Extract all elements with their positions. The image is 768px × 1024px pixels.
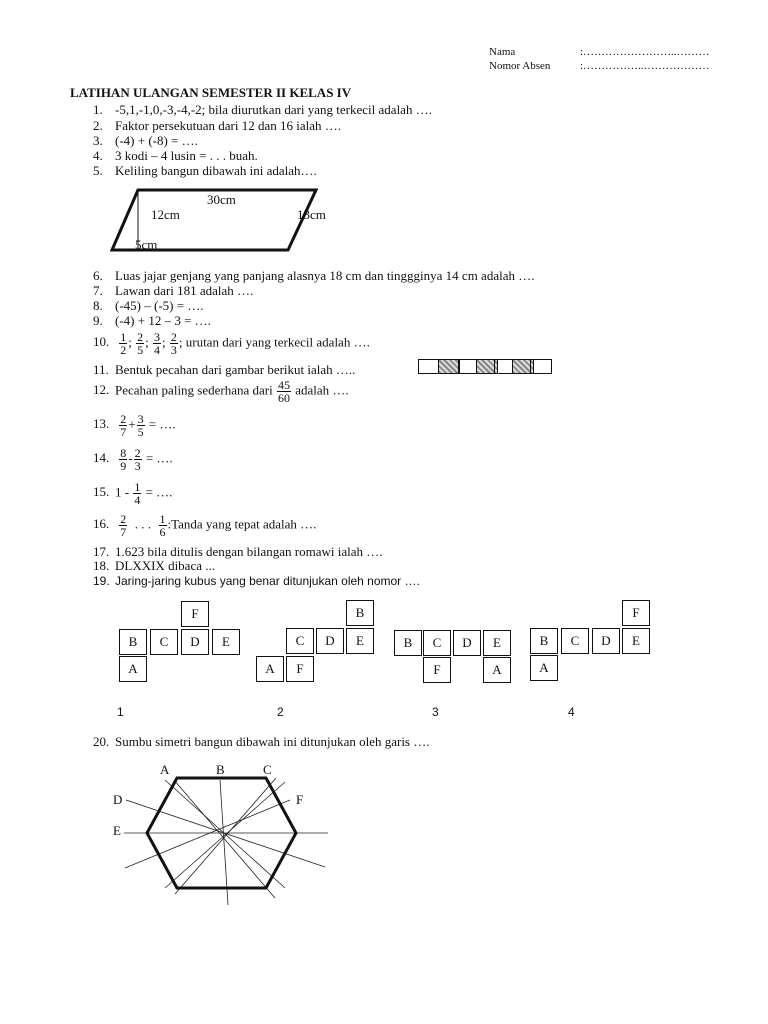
question-5: 5. Keliling bangun dibawah ini adalah…. (93, 163, 317, 178)
net-option-1[interactable]: 1 (117, 705, 124, 719)
net3-cell-b: B (394, 630, 422, 656)
net4-cell-c: C (561, 628, 589, 654)
net1-cell-e: E (212, 629, 240, 655)
net-option-3[interactable]: 3 (432, 705, 439, 719)
net2-cell-b: B (346, 600, 374, 626)
question-18: 18. DLXXIX dibaca ... (93, 558, 215, 573)
net1-cell-c: C (150, 629, 178, 655)
net4-cell-f: F (622, 600, 650, 626)
fraction: $\frac{2}{3}$ (170, 330, 177, 357)
question-10: 10. $\frac{1}{2}$ ; $\frac{2}{5}$ ; $\frac{3}{4}$ ; $\frac{2}{3}$ ; urutan dari yang terkecil adalah …. (93, 330, 370, 357)
question-13: 13. $\frac{2}{7}$ + $\frac{3}{5}$ = …. (93, 412, 176, 439)
question-11: 11. Bentuk pecahan dari gambar berikut ialah ….. (93, 362, 356, 377)
nama-field[interactable]: :……………………..……… (580, 46, 710, 58)
net2-cell-f: F (286, 656, 314, 682)
fraction: $\frac{1}{2}$ (120, 330, 127, 357)
fraction: $\frac{1}{4}$ (134, 480, 141, 507)
net4-cell-d: D (592, 628, 620, 654)
nama-label: Nama (489, 46, 516, 58)
net2-cell-c: C (286, 628, 314, 654)
fraction: $\frac{3}{4}$ (154, 330, 160, 357)
question-7: 7. Lawan dari 181 adalah …. (93, 283, 254, 298)
hexagon-label-c: C (263, 762, 272, 777)
net3-cell-f: F (423, 657, 451, 683)
fraction: $\frac{3}{5}$ (137, 412, 144, 439)
page-title: LATIHAN ULANGAN SEMESTER II KELAS IV (70, 85, 352, 100)
fraction: $\frac{2}{5}$ (137, 330, 144, 357)
parallelogram-top-label: 30cm (207, 192, 236, 207)
hexagon-label-d: D (113, 792, 123, 807)
question-4: 4. 3 kodi – 4 lusin = . . . buah. (93, 148, 258, 163)
net2-cell-e: E (346, 628, 374, 654)
hexagon-label-a: A (160, 762, 170, 777)
net3-cell-c: C (423, 630, 451, 656)
hexagon-label-f: F (296, 792, 304, 807)
net4-cell-a: A (530, 655, 558, 681)
net3-cell-a: A (483, 657, 511, 683)
net3-cell-d: D (453, 630, 481, 656)
question-8: 8. (-45) – (-5) = …. (93, 298, 204, 313)
question-3: 3. (-4) + (-8) = …. (93, 133, 198, 148)
net1-cell-f: F (181, 601, 209, 627)
question-12: 12. Pecahan paling sederhana dari $\frac{45}{60}$ adalah …. (93, 378, 349, 405)
net1-cell-a: A (119, 656, 147, 682)
net2-cell-a: A (256, 656, 284, 682)
net1-cell-b: B (119, 629, 147, 655)
absen-field[interactable]: :……………..……………… (580, 60, 710, 72)
fraction: $\frac{8}{9}$ (120, 446, 127, 473)
net-option-2[interactable]: 2 (277, 705, 284, 719)
question-19: 19. Jaring-jaring kubus yang benar ditunjukan oleh nomor …. (93, 574, 420, 588)
fraction: $\frac{2}{7}$ (120, 412, 127, 439)
fraction: $\frac{2}{7}$ (120, 512, 127, 539)
hexagon-label-e: E (113, 823, 121, 838)
question-17: 17. 1.623 bila ditulis dengan bilangan romawi ialah …. (93, 544, 383, 559)
absen-label: Nomor Absen (489, 60, 551, 72)
fraction: $\frac{1}{6}$ (159, 512, 166, 539)
parallelogram-offset-label: 5cm (135, 237, 158, 252)
question-14: 14. $\frac{8}{9}$ - $\frac{2}{3}$ = …. (93, 446, 173, 473)
question-2: 2. Faktor persekutuan dari 12 dan 16 ialah …. (93, 118, 341, 133)
question-1: 1. -5,1,-1,0,-3,-4,-2; bila diurutkan dari yang terkecil adalah …. (93, 102, 432, 117)
fraction: $\frac{45}{60}$ (277, 378, 290, 405)
net1-cell-d: D (181, 629, 209, 655)
hexagon-label-b: B (216, 762, 225, 777)
question-20: 20. Sumbu simetri bangun dibawah ini ditunjukan oleh garis …. (93, 734, 430, 749)
net4-cell-e: E (622, 628, 650, 654)
question-9: 9. (-4) + 12 – 3 = …. (93, 313, 211, 328)
net2-cell-d: D (316, 628, 344, 654)
question-16: 16. $\frac{2}{7}$ . . . $\frac{1}{6}$ :Tanda yang tepat adalah …. (93, 512, 317, 539)
fraction: $\frac{2}{3}$ (134, 446, 141, 473)
net4-cell-b: B (530, 628, 558, 654)
parallelogram-height-label: 12cm (151, 207, 180, 222)
question-15: 15. 1 - $\frac{1}{4}$ = …. (93, 480, 173, 507)
net-option-4[interactable]: 4 (568, 705, 575, 719)
parallelogram-side-label: 13cm (297, 207, 326, 222)
net3-cell-e: E (483, 630, 511, 656)
question-6: 6. Luas jajar genjang yang panjang alasnya 18 cm dan tinggginya 14 cm adalah …. (93, 268, 535, 283)
